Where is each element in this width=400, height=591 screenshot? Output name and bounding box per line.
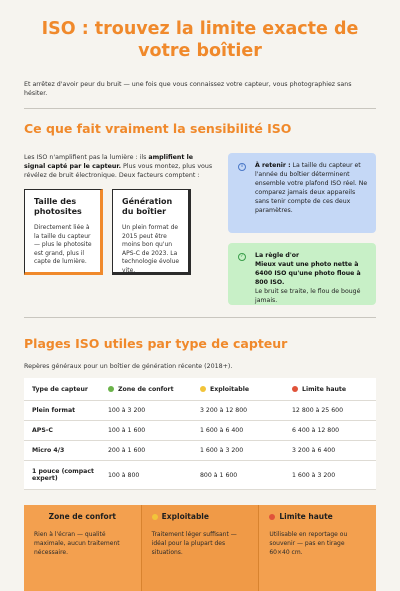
section-title-sensitivity: Ce que fait vraiment la sensibilité ISO [24,121,292,136]
table-cell: 100 à 3 200 [100,401,192,421]
iso-ranges-table [24,378,376,490]
legend-item-exploitable [141,505,259,591]
yellow-dot-icon [200,386,206,392]
legend-title: Zone de confort [48,512,116,521]
factor-card-generation [112,189,191,275]
legend-text: Traitement léger suffisant — idéal pour la plupart des situations. [151,531,237,556]
page-title: ISO : trouvez la limite exacte de votre boîtier [41,19,359,61]
section-sensitivity-body [24,149,376,305]
column-header: Type de capteur [24,378,100,401]
info-icon: i [238,163,246,171]
lead-emphasis: amplifient le signal capté par le capteur. [24,154,194,170]
card-text: Directement liée à la taille du capteur — plus le photosite est grand, plus il capte de lumière. [34,224,92,266]
card-text: Un plein format de 2015 peut être moins bon qu'un APS-C de 2023. La technologie évolue vite. [122,224,180,274]
table-row [24,421,376,441]
legend-item-confort [24,505,141,591]
table-cell: 12 800 à 25 600 [284,401,376,421]
red-dot-icon [269,514,275,520]
lead-paragraph: Les ISO n'amplifient pas la lumière : ils amplifient le signal capté par le capteur. Plus vous montez, plus vous révélez de bruit électronique. Deux facteurs comptent : [24,154,213,179]
table-cell: 800 à 1 600 [192,461,284,490]
factor-card-photosites [24,189,103,275]
table-cell: APS-C [24,421,100,441]
table-cell: 3 200 à 6 400 [284,441,376,461]
table-cell: 1 600 à 3 200 [192,441,284,461]
red-dot-icon [292,386,298,392]
divider [24,108,376,109]
table-cell: 100 à 1 600 [100,421,192,441]
right-column [228,149,376,305]
callout-regle-or [228,243,376,305]
table-cell: 200 à 1 600 [100,441,192,461]
check-icon: ✓ [238,253,246,261]
table-cell: 3 200 à 12 800 [192,401,284,421]
callout-regle-or-text: La règle d'or Mieux vaut une photo nette à 6400 ISO qu'une photo floue à 800 ISO. Le bruit se traite, le flou de bougé jamais. [255,252,361,304]
card-title: Taille des photosites [34,197,82,216]
table-cell: Plein format [24,401,100,421]
table-cell: 1 pouce (compact expert) [24,461,100,490]
table-header-row [24,378,376,401]
table-cell: 1 600 à 6 400 [192,421,284,441]
yellow-dot-icon [152,514,158,520]
section-subtitle: Repères généraux pour un boîtier de génération récente (2018+). [24,363,233,370]
table-cell: 1 600 à 3 200 [284,461,376,490]
legend-panel [24,505,376,591]
left-column [24,149,214,305]
legend-item-limite [258,505,376,591]
green-dot-icon [108,386,114,392]
factor-cards [24,189,214,275]
callout-retenir [228,153,376,233]
table-cell: 100 à 800 [100,461,192,490]
intro-text: Et arrêtez d'avoir peur du bruit — une fois que vous connaissez votre capteur, vous photographiez sans hésiter. [24,81,352,97]
legend-text: Utilisable en reportage ou souvenir — pas en tirage 60×40 cm. [269,531,348,556]
column-header: Zone de confort [100,378,192,401]
column-header: Exploitable [192,378,284,401]
legend-title: Exploitable [152,512,249,522]
legend-text: Rien à l'écran — qualité maximale, aucun traitement nécessaire. [34,531,120,556]
legend-title: Limite haute [269,512,366,522]
table-cell: 6 400 à 12 800 [284,421,376,441]
table-cell: Micro 4/3 [24,441,100,461]
table-row [24,441,376,461]
card-title: Génération du boîtier [122,197,173,216]
column-header: Limite haute [284,378,376,401]
callout-retenir-text: À retenir : La taille du capteur et l'année du boîtier déterminent ensemble votre plafond ISO réel. Ne comparez jamais deux appareils sans tenir compte de ces deux paramètres. [255,162,368,214]
table-row [24,461,376,490]
section-title-iso-ranges: Plages ISO utiles par type de capteur [24,336,288,351]
divider [24,317,376,318]
document-page [24,0,376,591]
table-row [24,401,376,421]
